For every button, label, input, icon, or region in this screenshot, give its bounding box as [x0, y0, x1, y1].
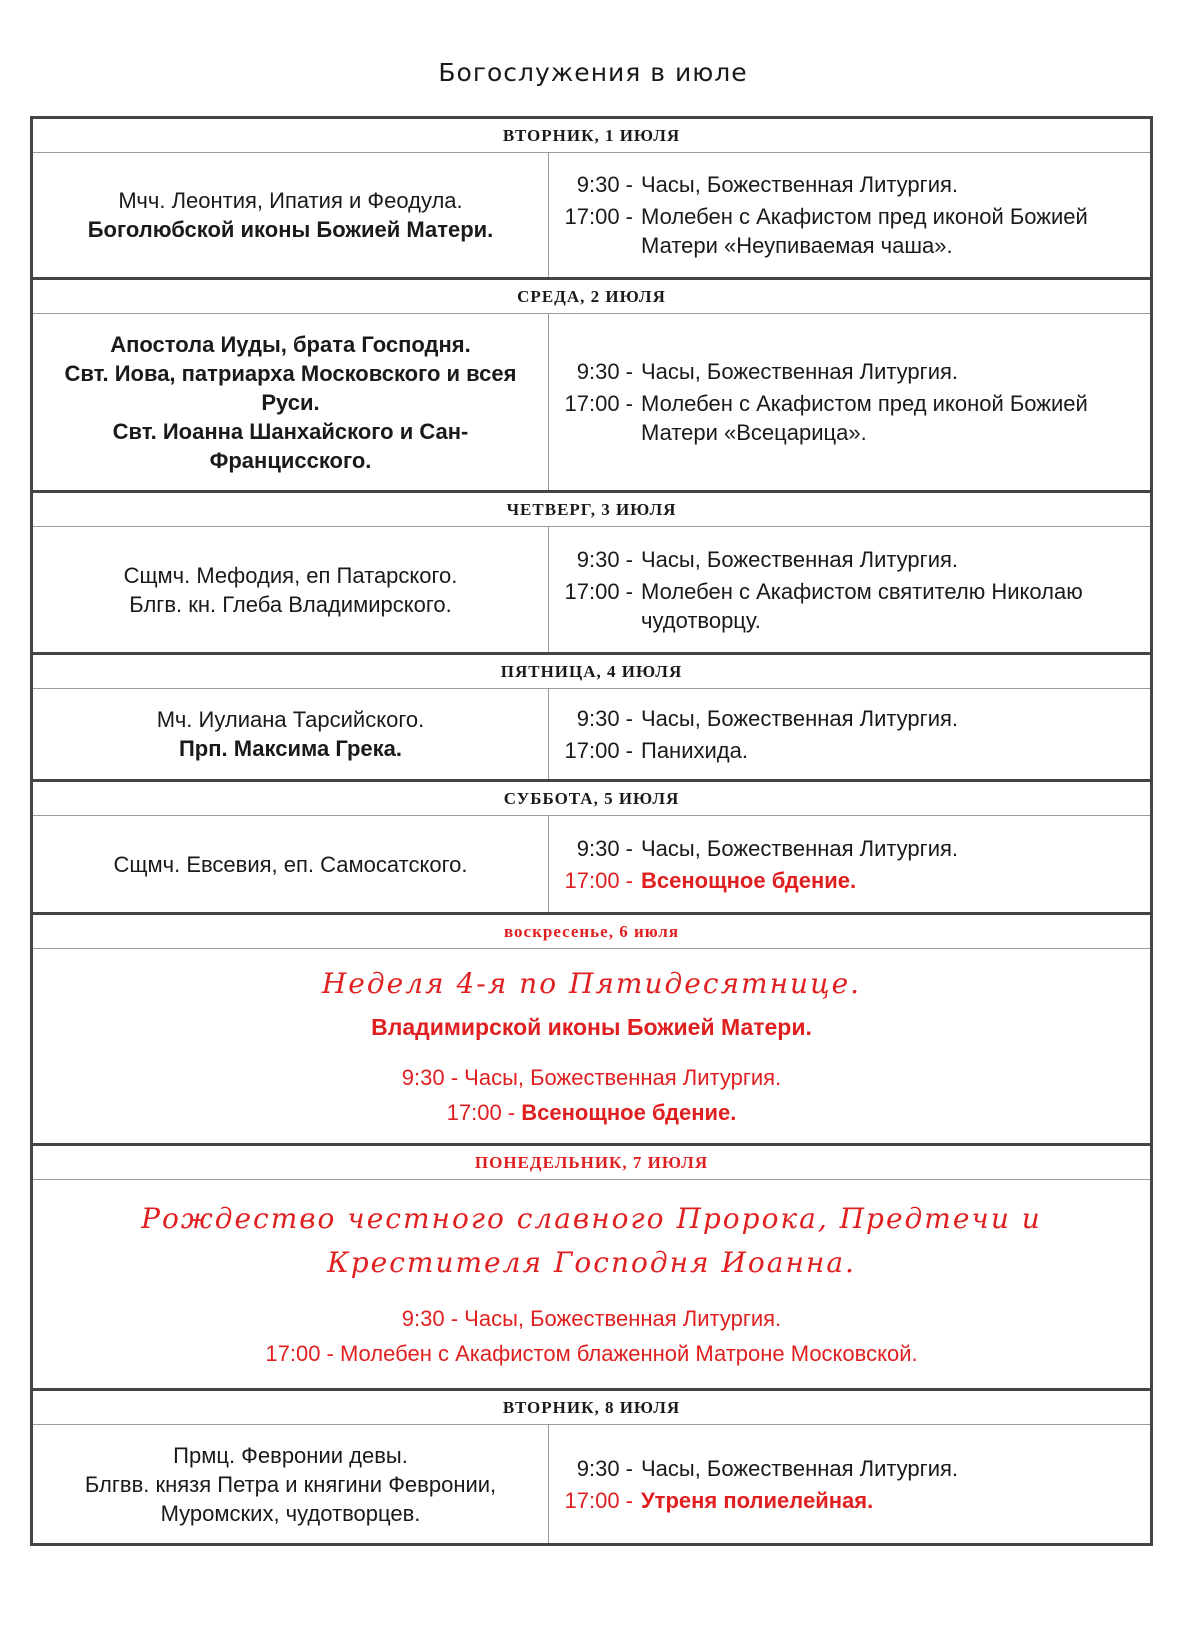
saints-cell: [32, 314, 549, 492]
service-line: [73, 1060, 1110, 1095]
services-cell: [549, 816, 1152, 914]
spacer: [73, 1044, 1110, 1060]
saints-cell: [32, 689, 549, 781]
day-header-row: [32, 118, 1152, 153]
service-time: 9:30 -: [401, 1306, 465, 1331]
service-time: 9:30 -: [576, 835, 633, 861]
feast-cell: [32, 949, 1152, 1145]
service-time: 17:00 -: [564, 204, 633, 229]
saint-line: Блгвв. князя Петра и княгини Февронии, Муромских, чудотворцев.: [84, 1471, 497, 1526]
service-time: 9:30 -: [576, 1455, 633, 1481]
spacer: [73, 1285, 1110, 1301]
day-header: СУББОТА, 5 ИЮЛЯ: [32, 781, 1152, 816]
day-row: [32, 153, 1152, 279]
service-desc: Часы, Божественная Литургия.: [464, 1065, 782, 1090]
service-desc: Молебен с Акафистом блаженной Матроне Московской.: [339, 1341, 918, 1366]
service-line: [549, 545, 1150, 574]
service-desc: Панихида.: [641, 737, 748, 763]
day-header-row: [32, 1390, 1152, 1425]
service-line: [549, 357, 1150, 386]
service-desc: Часы, Божественная Литургия.: [641, 835, 959, 861]
service-line: [549, 736, 1150, 765]
saint-line: Прмц. Февронии девы.: [173, 1442, 408, 1468]
day-header: ВТОРНИК, 1 ИЮЛЯ: [32, 118, 1152, 153]
day-header-row: [32, 914, 1152, 949]
saint-line: Апостола Иуды, брата Господня.: [110, 331, 471, 357]
schedule-table: [30, 116, 1153, 1546]
service-line: [73, 1095, 1110, 1130]
day-header-row: [32, 654, 1152, 689]
service-desc: Утреня полиелейная.: [641, 1487, 874, 1513]
day-header-row: [32, 492, 1152, 527]
service-line: [549, 704, 1150, 733]
day-header: ПОНЕДЕЛЬНИК, 7 ИЮЛЯ: [32, 1145, 1152, 1180]
service-time: 17:00 -: [564, 737, 633, 763]
service-time: 9:30 -: [576, 546, 633, 572]
feast-title: Неделя 4-я по Пятидесятнице.: [321, 967, 862, 1000]
service-time: 9:30 -: [576, 359, 633, 384]
day-header-row: [32, 781, 1152, 816]
service-time: 17:00 -: [564, 578, 633, 604]
feast-title-line: Рождество честного славного Пророка, Предтечи и: [141, 1202, 1042, 1235]
feast-title-line: Крестителя Господня Иоанна.: [327, 1246, 856, 1279]
service-desc: Часы, Божественная Литургия.: [641, 172, 959, 197]
saint-line: Боголюбской иконы Божией Матери.: [87, 217, 494, 242]
service-line: [73, 1336, 1110, 1371]
service-desc: Всенощное бдение.: [641, 867, 857, 893]
monday-row: [32, 1180, 1152, 1390]
saints-cell: [32, 1425, 549, 1545]
saint-line: Мчч. Леонтия, Ипатия и Феодула.: [118, 188, 463, 213]
service-desc: Молебен с Акафистом пред иконой Божией Матери «Всецарица».: [641, 391, 1088, 445]
service-desc: Часы, Божественная Литургия.: [641, 359, 959, 384]
services-cell: [549, 527, 1152, 654]
day-header: воскресенье, 6 июля: [32, 914, 1152, 949]
saints-cell: [32, 527, 549, 654]
day-header: ЧЕТВЕРГ, 3 ИЮЛЯ: [32, 492, 1152, 527]
service-time: 17:00 -: [564, 391, 633, 416]
service-desc: Всенощное бдение.: [521, 1100, 737, 1125]
service-time: 9:30 -: [401, 1065, 465, 1090]
services-cell: [549, 689, 1152, 781]
day-header: ПЯТНИЦА, 4 ИЮЛЯ: [32, 654, 1152, 689]
day-row: [32, 527, 1152, 654]
feast-subtitle: Владимирской иконы Божией Матери.: [371, 1014, 812, 1040]
service-line: [549, 170, 1150, 199]
day-row: [32, 689, 1152, 781]
day-row: [32, 816, 1152, 914]
service-line: [549, 834, 1150, 863]
saint-line: Мч. Иулиана Тарсийского.: [156, 707, 425, 732]
day-row: [32, 314, 1152, 492]
saint-line: Блгв. кн. Глеба Владимирского.: [129, 591, 452, 617]
saints-cell: [32, 153, 549, 279]
page-title: Богослужения в июле: [438, 58, 748, 87]
saint-line: Сщмч. Евсевия, еп. Самосатского.: [113, 851, 468, 877]
saint-line: Сщмч. Мефодия, еп Патарского.: [123, 562, 458, 588]
day-header: ВТОРНИК, 8 ИЮЛЯ: [32, 1390, 1152, 1425]
service-line: [549, 202, 1150, 260]
day-header-row: [32, 1145, 1152, 1180]
service-desc: Часы, Божественная Литургия.: [641, 546, 959, 572]
service-desc: Часы, Божественная Литургия.: [464, 1306, 782, 1331]
service-desc: Часы, Божественная Литургия.: [641, 1455, 959, 1481]
services-cell: [549, 314, 1152, 492]
day-row: [32, 1425, 1152, 1545]
day-header: СРЕДА, 2 ИЮЛЯ: [32, 279, 1152, 314]
service-line: [73, 1301, 1110, 1336]
service-line: [549, 1486, 1150, 1515]
service-line: [549, 577, 1150, 635]
sunday-row: [32, 949, 1152, 1145]
day-header-row: [32, 279, 1152, 314]
service-desc: Молебен с Акафистом пред иконой Божией Матери «Неупиваемая чаша».: [641, 204, 1088, 258]
service-time: 17:00 -: [564, 1487, 633, 1513]
service-line: [549, 389, 1150, 447]
service-desc: Молебен с Акафистом святителю Николаю чудотворцу.: [641, 578, 1083, 633]
service-line: [549, 1454, 1150, 1483]
services-cell: [549, 1425, 1152, 1545]
saint-line: Свт. Иоанна Шанхайского и Сан-Францисского.: [112, 418, 469, 473]
service-time: 9:30 -: [576, 705, 633, 731]
service-desc: Часы, Божественная Литургия.: [641, 705, 959, 731]
service-time: 17:00 -: [265, 1341, 340, 1366]
services-cell: [549, 153, 1152, 279]
saint-line: Прп. Максима Грека.: [178, 736, 403, 761]
service-time: 17:00 -: [564, 867, 633, 893]
saint-line: Свт. Иова, патриарха Московского и всея Руси.: [64, 360, 517, 415]
service-time: 17:00 -: [446, 1100, 522, 1125]
saints-cell: [32, 816, 549, 914]
service-line: [549, 866, 1150, 895]
feast-cell: [32, 1180, 1152, 1390]
service-time: 9:30 -: [576, 172, 633, 197]
